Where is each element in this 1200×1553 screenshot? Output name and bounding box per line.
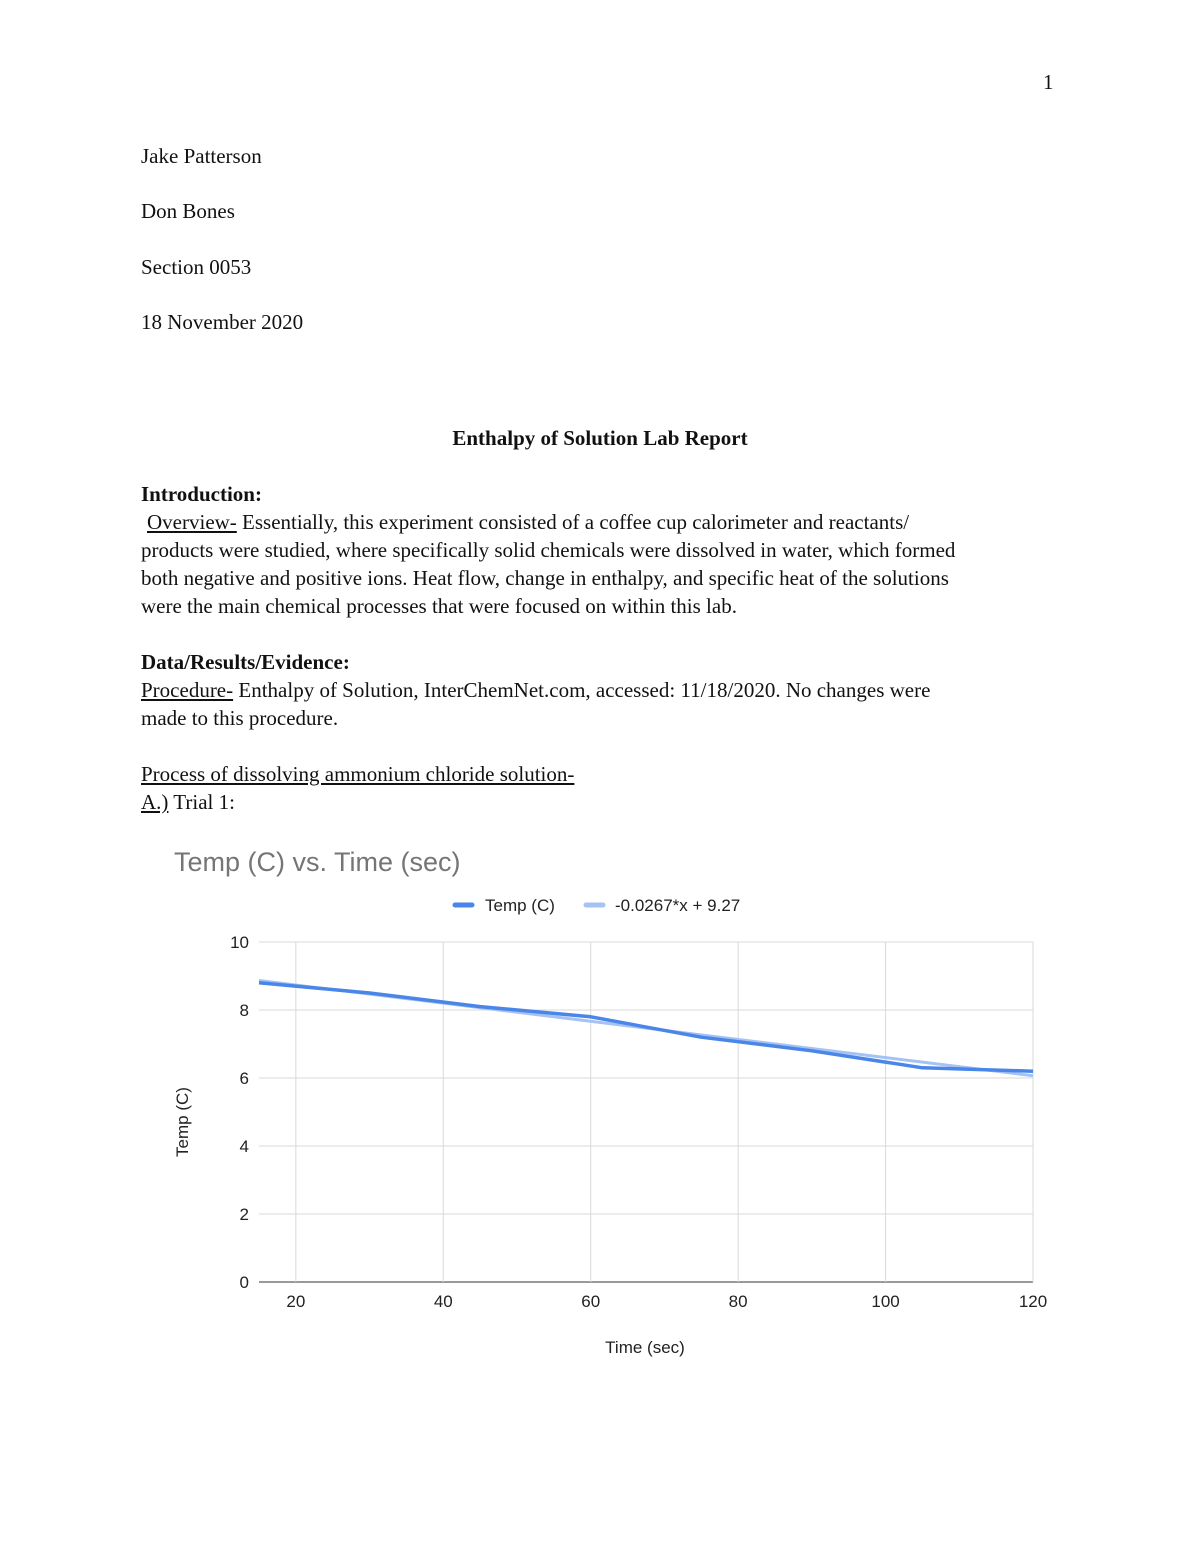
procedure-paragraph [141,676,1061,732]
trial-label: A.) [141,790,169,814]
x-tick-label: 40 [433,1292,453,1311]
introduction-heading: Introduction: [141,482,262,506]
section-number: Section 0053 [141,255,252,279]
procedure-line: made to this procedure. [141,706,339,730]
procedure-line [141,676,1061,704]
overview-text: Essentially, this experiment consisted of a coffee cup calorimeter and reactants/ [236,510,910,534]
overview-line: were the main chemical processes that were focused on within this lab. [141,594,737,618]
y-tick-label: 8 [239,1001,249,1020]
report-title: Enthalpy of Solution Lab Report [452,426,748,450]
y-tick-label: 2 [239,1205,249,1224]
overview-line [141,508,1061,536]
x-tick-label: 80 [728,1292,748,1311]
y-axis-title: Temp (C) [173,1087,192,1157]
process-label: Process of dissolving ammonium chloride solution- [141,762,575,786]
legend-label-trendline: -0.0267*x + 9.27 [615,896,741,915]
y-tick-label: 4 [239,1137,249,1156]
legend-label-temp: Temp (C) [485,896,555,915]
overview-label: Overview- [147,510,237,534]
instructor-name: Don Bones [141,199,235,223]
y-tick-label: 10 [230,933,249,952]
overview-line: both negative and positive ions. Heat flow, change in enthalpy, and specific heat of the solutions [141,566,949,590]
x-tick-label: 20 [286,1292,306,1311]
x-tick-label: 100 [871,1292,900,1311]
data-results-heading: Data/Results/Evidence: [141,650,350,674]
chart-title: Temp (C) vs. Time (sec) [174,847,461,877]
y-tick-label: 0 [239,1273,249,1292]
x-tick-label: 120 [1018,1292,1048,1311]
report-date: 18 November 2020 [141,310,304,334]
temperature-chart [160,835,1070,1365]
procedure-label: Procedure- [141,678,234,702]
student-name: Jake Patterson [141,144,262,168]
procedure-text: Enthalpy of Solution, InterChemNet.com, accessed: 11/18/2020. No changes were [233,678,931,702]
page-number: 1 [1043,70,1054,94]
overview-paragraph [141,508,1061,620]
x-axis-title: Time (sec) [605,1338,685,1357]
y-tick-label: 6 [239,1069,249,1088]
x-tick-label: 60 [581,1292,601,1311]
trial-text: Trial 1: [168,790,235,814]
overview-line: products were studied, where specifically solid chemicals were dissolved in water, which formed [141,538,956,562]
trial-line [141,788,235,816]
